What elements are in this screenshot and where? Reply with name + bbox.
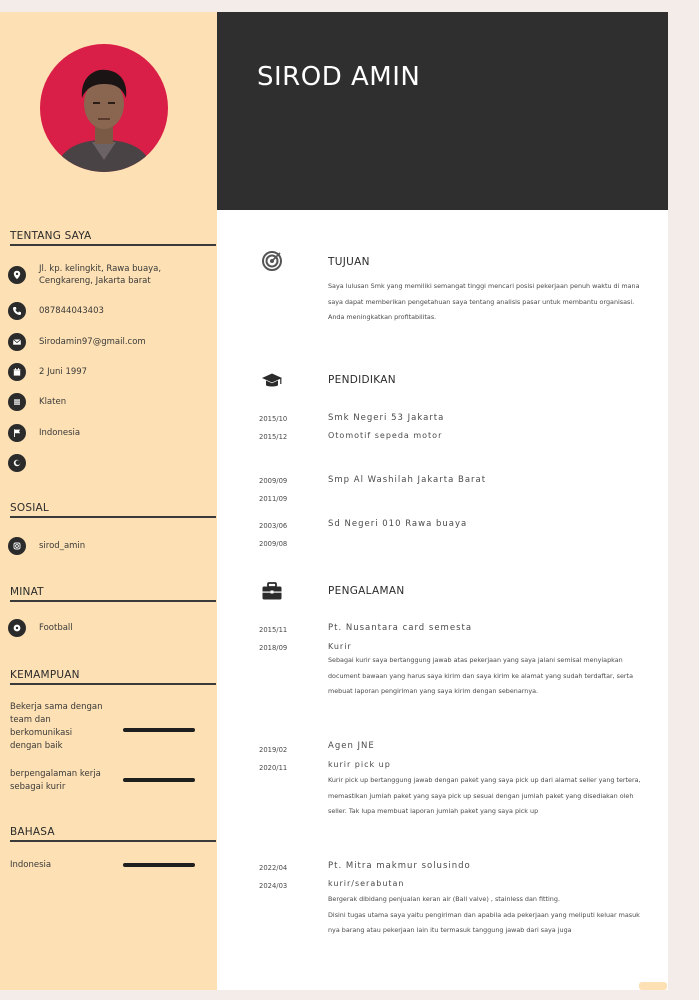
contact-phone (8, 302, 104, 320)
skill-teamwork-bar (123, 728, 195, 732)
instagram-icon (8, 537, 26, 555)
experience-role: kurir pick up (328, 760, 391, 769)
goal-section-title: TUJUAN (328, 256, 370, 268)
social-divider (10, 516, 216, 518)
skill-courier-bar (123, 778, 195, 782)
phone-icon (8, 302, 26, 320)
graduation-cap-icon (261, 370, 283, 392)
flag-icon (8, 424, 26, 442)
interest-football-text: Football (39, 623, 73, 633)
skill-teamwork-text: Bekerja sama dengan team dan berkomunikasi dengan baik (10, 702, 103, 751)
education-section-title: PENDIDIKAN (328, 374, 396, 386)
resume-page (0, 12, 668, 990)
contact-email-text: Sirodamin97@gmail.com (39, 337, 146, 347)
religion-icon (8, 454, 26, 472)
experience-dates: 2019/02 2020/11 (259, 746, 288, 772)
header (217, 12, 668, 210)
about-divider (10, 244, 216, 246)
sidebar (0, 12, 217, 990)
skill-courier-text: berpengalaman kerja sebagai kurir (10, 769, 101, 792)
experience-dates: 2022/04 2024/03 (259, 864, 288, 890)
language-indonesia-text: Indonesia (10, 860, 52, 870)
education-school: Smp Al Washilah Jakarta Barat (328, 475, 487, 485)
experience-description: Kurir pick up bertanggung jawab dengan paket yang saya pick up dari alamat seller yang tertera, memastikan jumlah paket yang saya pick up sesuai dengan jumlah paket yang disediakan oleh seller. Tak lupa membuat laporan jumlah paket yang saya pick up (328, 776, 641, 815)
contact-nationality (8, 424, 80, 442)
experience-company: Pt. Mitra makmur solusindo (328, 861, 471, 871)
social-section-title: SOSIAL (10, 502, 49, 514)
language-divider (10, 840, 216, 842)
contact-birthplace-text: Klaten (39, 397, 67, 407)
education-dates: 2003/06 2009/08 (259, 522, 288, 548)
calendar-icon (8, 363, 26, 381)
education-dates: 2009/09 2011/09 (259, 477, 288, 503)
contact-phone-text: 087844043403 (39, 306, 104, 316)
main-content (217, 210, 668, 990)
location-pin-icon (8, 266, 26, 284)
experience-dates: 2015/11 2018/09 (259, 626, 288, 652)
social-instagram (8, 537, 85, 555)
education-school: Smk Negeri 53 Jakarta (328, 413, 445, 423)
person-name: SIROD AMIN (257, 62, 421, 92)
language-section-title: BAHASA (10, 826, 55, 838)
target-icon (261, 250, 283, 272)
briefcase-icon (261, 580, 283, 602)
skills-divider (10, 683, 216, 685)
experience-role: kurir/serabutan (328, 879, 405, 888)
contact-nationality-text: Indonesia (39, 428, 81, 438)
experience-section-title: PENGALAMAN (328, 585, 405, 597)
experience-description: Sebagai kurir saya bertanggung jawab atas pekerjaan yang saya jalani semisal menyiapkan document bawaan yang harus saya kirim dan saya kirim ke alamat yang sudah terdaftar, serta mebuat laporan pengiriman yang saya kirim dengan sebenarnya. (328, 656, 633, 695)
language-indonesia-bar (123, 863, 195, 867)
skills-section-title: KEMAMPUAN (10, 669, 80, 681)
interest-divider (10, 600, 216, 602)
experience-company: Pt. Nusantara card semesta (328, 623, 473, 633)
contact-birthdate (8, 363, 87, 381)
page-corner-tab (639, 982, 667, 990)
football-icon (8, 619, 26, 637)
contact-address-text: Jl. kp. kelingkit, Rawa buaya, Cengkareng, Jakarta barat (39, 264, 162, 286)
social-instagram-text: sirod_amin (39, 541, 86, 551)
experience-role: Kurir (328, 642, 352, 651)
education-dates: 2015/10 2015/12 (259, 415, 288, 441)
contact-religion (8, 454, 39, 472)
interest-section-title: MINAT (10, 586, 44, 598)
contact-birthdate-text: 2 Juni 1997 (39, 367, 88, 377)
goal-text: Saya lulusan Smk yang memiliki semangat tinggi mencari posisi pekerjaan penuh waktu di mana saya dapat memberikan pengetahuan saya tentang analisis pasar untuk membantu organisasi. Anda meningkatkan profitabilitas. (328, 282, 640, 321)
interest-football (8, 619, 73, 637)
contact-email (8, 333, 146, 351)
contact-birthplace (8, 393, 66, 411)
experience-company: Agen JNE (328, 741, 375, 751)
avatar (40, 44, 168, 172)
contact-address (8, 266, 161, 284)
education-school: Sd Negeri 010 Rawa buaya (328, 519, 468, 529)
education-major: Otomotif sepeda motor (328, 431, 443, 440)
about-section-title: TENTANG SAYA (10, 230, 92, 242)
email-icon (8, 333, 26, 351)
birthplace-icon (8, 393, 26, 411)
experience-description: Bergerak dibidang penjualan keran air (Ball valve) , stainless dan fitting. Disini tugas utama saya yaitu pengiriman dan apabila ada pekerjaan yang meliputi keluar masuk nya barang atau pekerjaan lain itu termasuk tanggung jawab dari saya juga (328, 895, 640, 934)
